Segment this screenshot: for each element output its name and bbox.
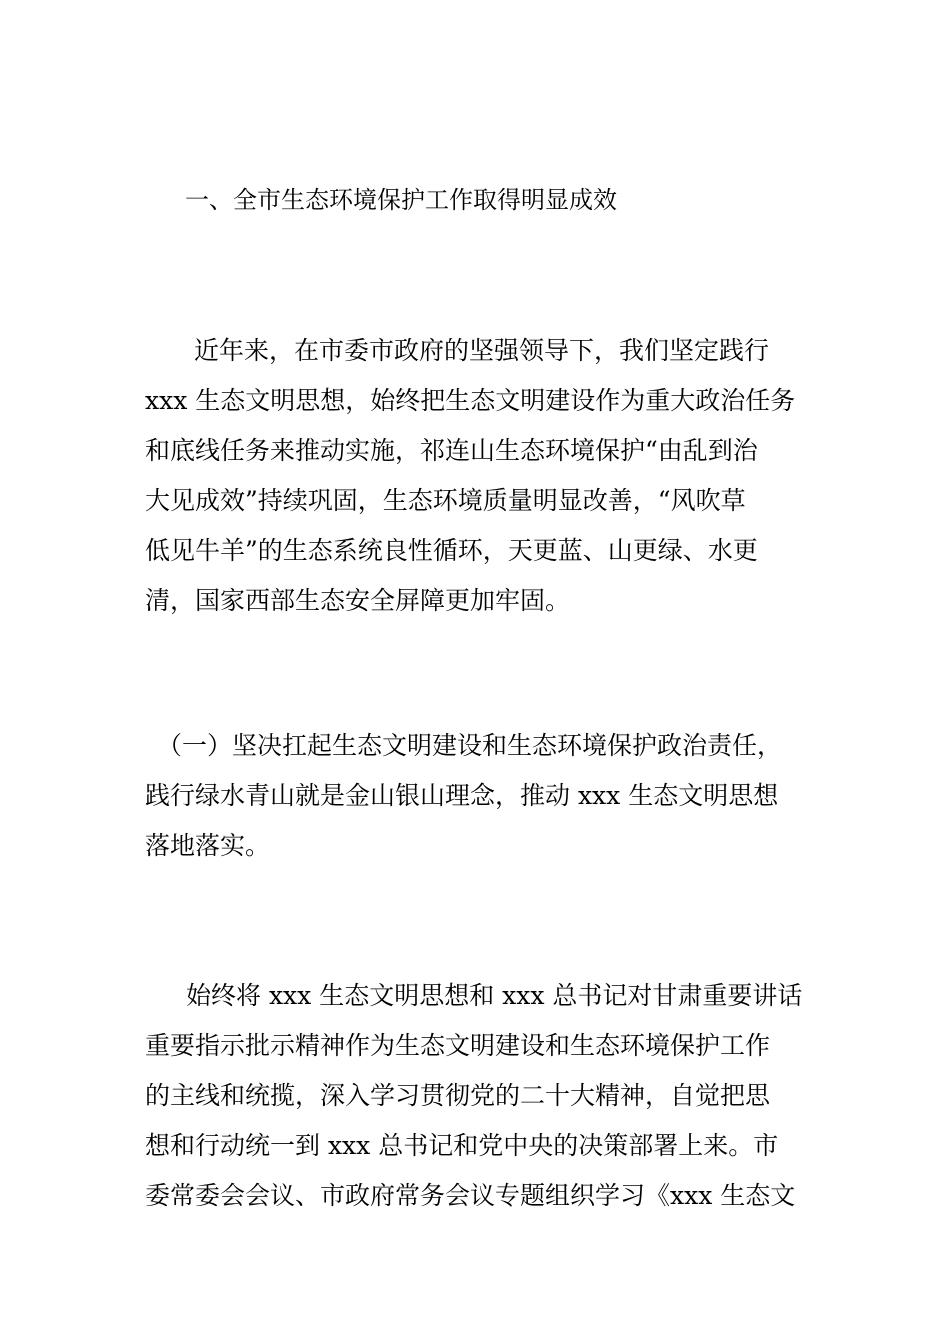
paragraph-3 [145,971,815,1221]
paragraph-line: 和底线任务来推动实施，祁连山生态环境保护“由乱到治 [145,436,758,465]
paragraph-line: 践行绿水青山就是金山银山理念，推动 xxx 生态文明思想 [145,781,779,810]
paragraph-line: （一）坚决扛起生态文明建设和生态环境保护政治责任， [157,731,783,760]
paragraph-line: 清，国家西部生态安全屏障更加牢固。 [145,586,571,615]
paragraph-line: 低见牛羊”的生态系统良性循环，天更蓝、山更绿、水更 [145,536,758,565]
paragraph-line: 委常委会会议、市政府常务会议专题组织学习《xxx 生态文 [145,1181,796,1210]
paragraph-line: 想和行动统一到 xxx 总书记和党中央的决策部署上来。市 [145,1131,779,1160]
section-heading: 一、全市生态环境保护工作取得明显成效 [185,186,617,214]
paragraph-line: 落地落实。 [145,831,271,860]
paragraph-line: 重要指示批示精神作为生态文明建设和生态环境保护工作 [145,1031,771,1060]
paragraph-2 [145,721,815,871]
paragraph-line: 始终将 xxx 生态文明思想和 xxx 总书记对甘肃重要讲话 [161,981,803,1010]
paragraph-line: 近年来，在市委市政府的坚强领导下，我们坚定践行 [169,336,770,365]
paragraph-line: xxx 生态文明思想，始终把生态文明建设作为重大政治任务 [145,386,796,415]
paragraph-line: 大见成效”持续巩固，生态环境质量明显改善，“风吹草 [145,486,746,515]
paragraph-line: 的主线和统揽，深入学习贯彻党的二十大精神，自觉把思 [145,1081,771,1110]
paragraph-1 [145,326,815,626]
